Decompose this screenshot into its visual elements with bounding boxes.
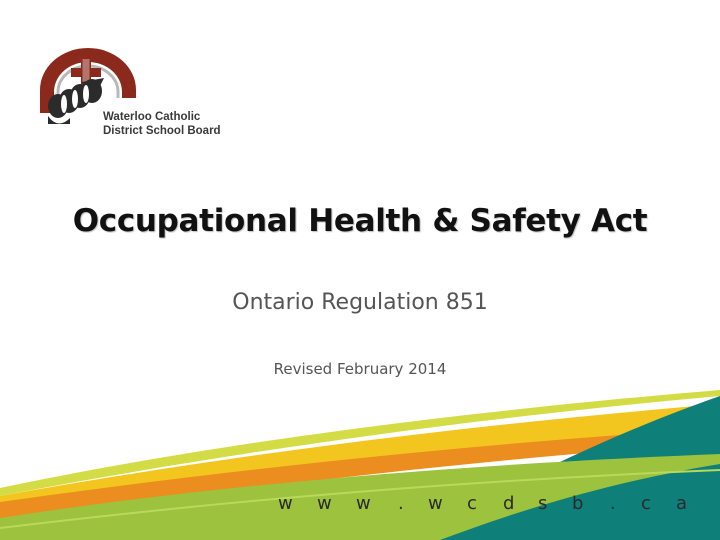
url-char: d [503, 493, 515, 514]
url-char: b [572, 493, 584, 514]
url-char: s [538, 493, 548, 514]
slide-title: Occupational Health & Safety Act [72, 203, 648, 239]
url-char: c [467, 493, 477, 514]
revised-date: Revised February 2014 [273, 360, 447, 378]
url-char: w [317, 493, 332, 514]
slide-subtitle [0, 290, 720, 315]
url-char: . [610, 493, 616, 514]
url-char: w [356, 493, 371, 514]
url-char: . [398, 493, 404, 514]
school-board-logo [34, 38, 244, 148]
footer-url [0, 493, 720, 517]
subtitle-text: Ontario Regulation 851 [232, 290, 488, 315]
url-char: w [428, 493, 443, 514]
url-char: c [641, 493, 651, 514]
logo-line-2: District School Board [103, 125, 221, 137]
logo-line-1: Waterloo Catholic [103, 111, 201, 123]
url-char: a [676, 493, 688, 514]
logo-text [103, 110, 221, 138]
url-char: w [278, 493, 293, 514]
